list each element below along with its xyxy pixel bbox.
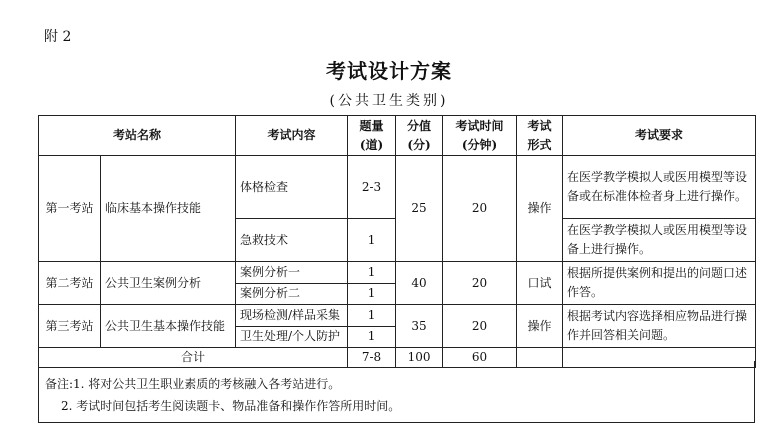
station1-time: 20 xyxy=(443,156,517,262)
page-title: 考试设计方案 xyxy=(326,59,452,83)
station2-score: 40 xyxy=(396,262,443,305)
header-requirements: 考试要求 xyxy=(563,116,756,156)
header-station-name: 考站名称 xyxy=(39,116,236,156)
station2-name: 第二考站 xyxy=(39,262,101,305)
station3-item1-content: 现场检测/样品采集 xyxy=(236,305,348,327)
station1-item2-requirement: 在医学教学模拟人或医用模型等设备上进行操作。 xyxy=(563,219,756,262)
note-line-2: 2. 考试时间包括考生阅读题卡、物品准备和操作作答所用时间。 xyxy=(61,399,401,413)
total-label: 合计 xyxy=(39,348,348,368)
station3-time: 20 xyxy=(443,305,517,348)
total-score: 100 xyxy=(396,348,443,368)
station1-item1-requirement: 在医学教学模拟人或医用模型等设备或在标准体检者身上进行操作。 xyxy=(563,156,756,219)
station1-skill: 临床基本操作技能 xyxy=(101,156,236,262)
station3-form: 操作 xyxy=(517,305,563,348)
station1-form: 操作 xyxy=(517,156,563,262)
note-line-1: 备注:1. 将对公共卫生职业素质的考核融入各考站进行。 xyxy=(45,377,341,391)
header-question-count: 题量 (道) xyxy=(348,116,396,156)
header-time: 考试时间 (分钟) xyxy=(443,116,517,156)
table-row xyxy=(39,305,756,327)
station2-skill: 公共卫生案例分析 xyxy=(101,262,236,305)
station2-requirement: 根据所提供案例和提出的问题口述作答。 xyxy=(563,262,756,305)
table-row xyxy=(39,262,756,284)
notes-box xyxy=(38,361,755,423)
header-score: 分值 (分) xyxy=(396,116,443,156)
station3-skill: 公共卫生基本操作技能 xyxy=(101,305,236,348)
station2-item1-content: 案例分析一 xyxy=(236,262,348,284)
station1-item1-content: 体格检查 xyxy=(236,156,348,219)
station2-item2-content: 案例分析二 xyxy=(236,283,348,305)
station2-form: 口试 xyxy=(517,262,563,305)
station3-score: 35 xyxy=(396,305,443,348)
total-time: 60 xyxy=(443,348,517,368)
station1-name: 第一考站 xyxy=(39,156,101,262)
header-content: 考试内容 xyxy=(236,116,348,156)
table-row xyxy=(39,156,756,219)
total-count: 7-8 xyxy=(348,348,396,368)
station1-item2-content: 急救技术 xyxy=(236,219,348,262)
header-form: 考试 形式 xyxy=(517,116,563,156)
station1-score: 25 xyxy=(396,156,443,262)
station3-requirement: 根据考试内容选择相应物品进行操作并回答相关问题。 xyxy=(563,305,756,348)
table-header-row xyxy=(39,116,756,156)
station2-item1-count: 1 xyxy=(348,262,396,284)
station2-item2-count: 1 xyxy=(348,283,396,305)
station3-item1-count: 1 xyxy=(348,305,396,327)
exam-plan-table xyxy=(38,115,756,368)
station2-time: 20 xyxy=(443,262,517,305)
station1-item2-count: 1 xyxy=(348,219,396,262)
annex-label: 附 2 xyxy=(44,29,72,45)
station1-item1-count: 2-3 xyxy=(348,156,396,219)
station3-item2-count: 1 xyxy=(348,326,396,348)
page-subtitle: (公共卫生类别) xyxy=(329,93,449,109)
station3-item2-content: 卫生处理/个人防护 xyxy=(236,326,348,348)
station3-name: 第三考站 xyxy=(39,305,101,348)
